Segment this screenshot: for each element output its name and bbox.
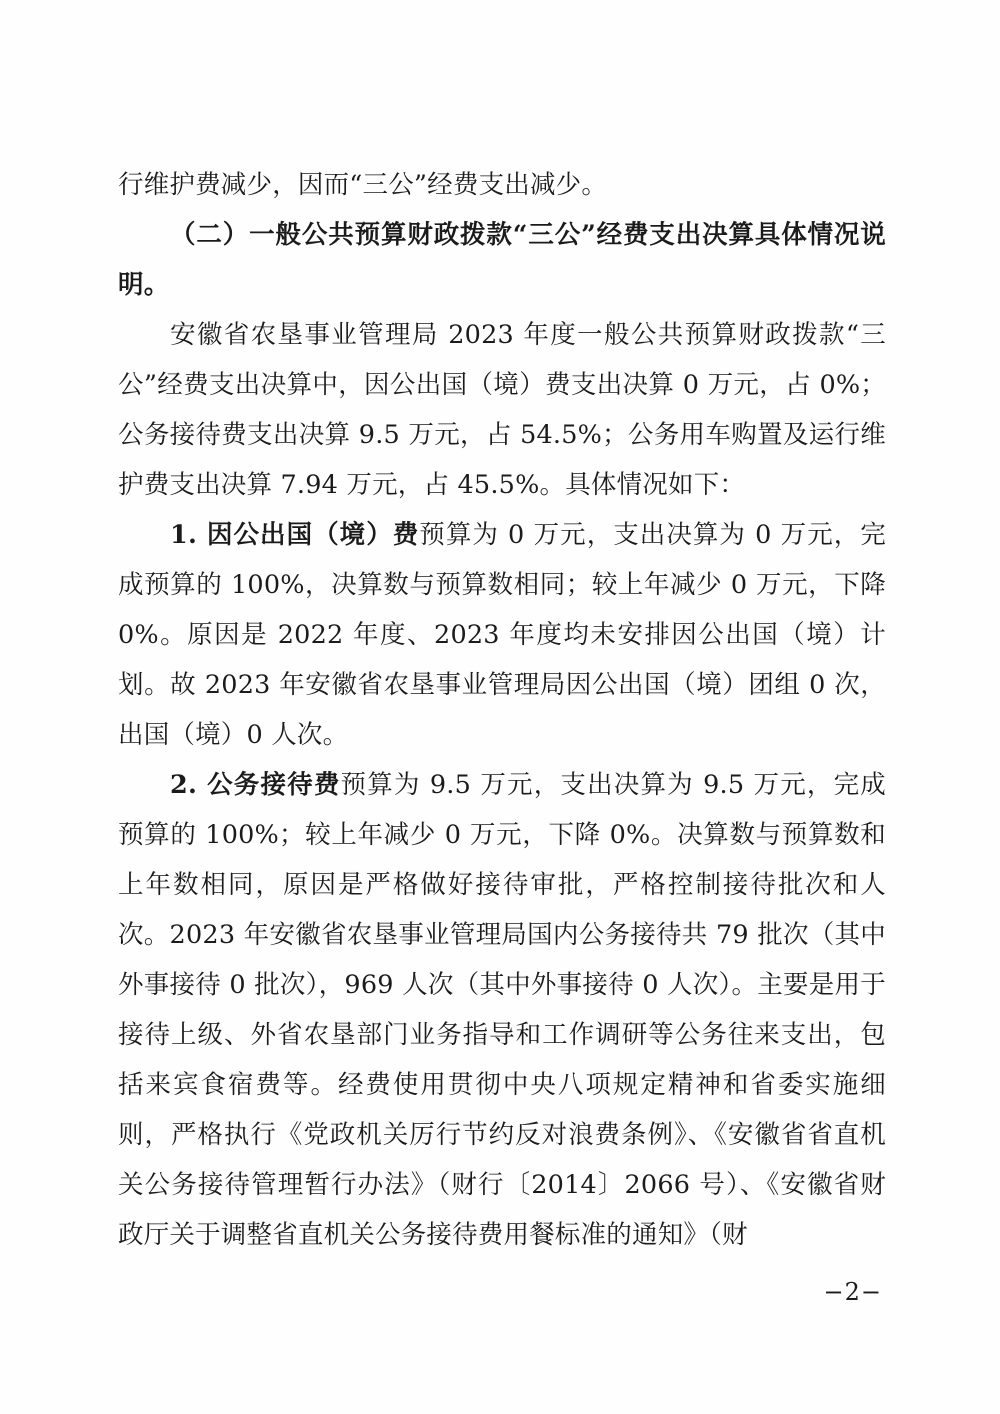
paragraph-2-heading: [118, 210, 886, 310]
paragraph-5: [118, 760, 886, 1260]
document-body: [118, 160, 886, 1260]
paragraph-text: （二）一般公共预算财政拨款“三公”经费支出决算具体情况说明。: [118, 220, 886, 300]
paragraph-1: [118, 160, 886, 210]
paragraph-text: 行维护费减少，因而“三公”经费支出减少。: [118, 170, 608, 200]
paragraph-text: 安徽省农垦事业管理局 2023 年度一般公共预算财政拨款“三公”经费支出决算中，因公出国（境）费支出决算 0 万元，占 0%；公务接待费支出决算 9.5 万元，占 54.5%；公务用车购置及运行维护费支出决算 7.94 万元，占 45.5%。具体情况如下：: [118, 320, 886, 500]
paragraph-text: 预算为 9.5 万元，支出决算为 9.5 万元，完成预算的 100%；较上年减少 0 万元，下降 0%。决算数与预算数和上年数相同，原因是严格做好接待审批，严格控制接待批次和人次。2023 年安徽省农垦事业管理局国内公务接待共 79 批次（其中外事接待 0 批次），969 人次（其中外事接待 0 人次）。主要是用于接待上级、外省农垦部门业务指导和工作调研等公务往来支出，包括来宾食宿费等。经费使用贯彻中央八项规定精神和省委实施细则，严格执行《党政机关厉行节约反对浪费条例》、《安徽省省直机关公务接待管理暂行办法》（财行〔2014〕2066 号）、《安徽省财政厅关于调整省直机关公务接待费用餐标准的通知》（财: [118, 770, 887, 1250]
paragraph-4: [118, 510, 886, 760]
paragraph-lead: 2. 公务接待费: [170, 770, 341, 800]
page-number: −2−: [823, 1278, 882, 1306]
paragraph-lead: 1. 因公出国（境）费: [170, 520, 420, 550]
paragraph-3: [118, 310, 886, 510]
paragraph-text: 预算为 0 万元，支出决算为 0 万元，完成预算的 100%，决算数与预算数相同；较上年减少 0 万元，下降 0%。原因是 2022 年度、2023 年度均未安排因公出国（境）计划。故 2023 年安徽省农垦事业管理局因公出国（境）团组 0 次，出国（境）0 人次。: [118, 520, 886, 750]
